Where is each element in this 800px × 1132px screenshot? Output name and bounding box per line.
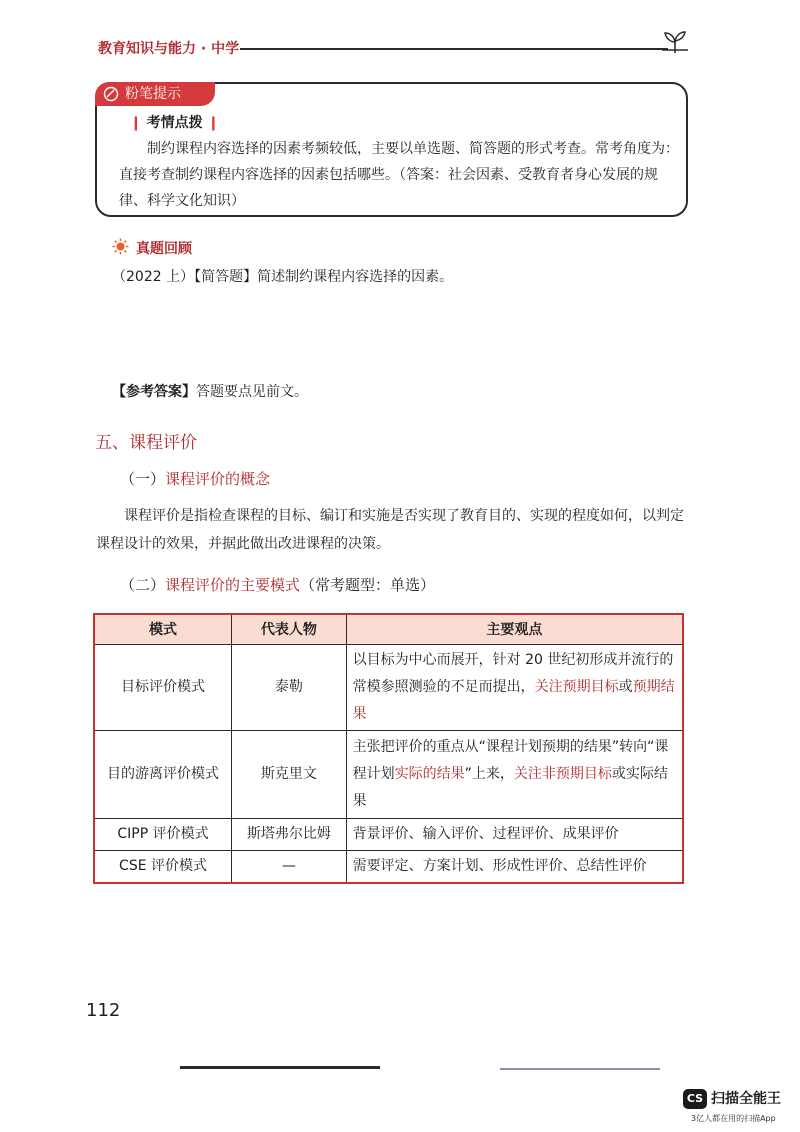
view-highlight: 预期结果 — [352, 678, 675, 722]
view-text: 背景评价、输入评价、过程评价、成果评价 — [352, 825, 619, 842]
scan-artifact — [500, 1068, 660, 1070]
subsection-2-text: 课程评价的主要模式 — [165, 576, 301, 594]
table-row — [94, 818, 683, 850]
concept-paragraph — [96, 502, 686, 558]
section-title: 五、课程评价 — [95, 433, 197, 453]
table-cell-mode: CSE 评价模式 — [94, 850, 232, 883]
table-cell-mode: 目的游离评价模式 — [94, 730, 232, 818]
sprout-icon — [662, 30, 688, 54]
reference-answer — [112, 381, 308, 401]
view-text: 或实际结果 — [352, 765, 668, 809]
view-text: 或 — [618, 678, 633, 695]
view-highlight: 实际的结果 — [394, 765, 465, 782]
view-text: ”上来， — [464, 765, 514, 782]
table-cell-person: 斯克里文 — [232, 730, 347, 818]
table-row — [94, 730, 683, 818]
table-header-cell: 模式 — [94, 614, 232, 644]
table-cell-view — [346, 850, 683, 883]
table-cell-view — [346, 644, 683, 730]
table-row — [94, 644, 683, 730]
table-header-row — [94, 614, 683, 644]
table-cell-mode: 目标评价模式 — [94, 644, 232, 730]
subsection-1-prefix: （一） — [120, 470, 166, 488]
tip-tab — [95, 82, 215, 106]
scanner-name: 扫描全能王 — [711, 1091, 781, 1107]
sun-icon — [112, 238, 129, 255]
page-number: 112 — [86, 1000, 121, 1021]
table-cell-mode: CIPP 评价模式 — [94, 818, 232, 850]
review-question: （2022 上）【简答题】简述制约课程内容选择的因素。 — [112, 269, 454, 285]
tip-subheading: ❙ 考情点拨 ❙ — [130, 115, 220, 131]
table-row — [94, 850, 683, 883]
reference-answer-label: 【参考答案】 — [112, 384, 196, 400]
subsection-1-title — [120, 468, 270, 489]
tip-box — [95, 82, 688, 217]
chalk-icon — [103, 86, 119, 102]
reference-answer-text: 答题要点见前文。 — [196, 384, 308, 400]
table-header-cell: 代表人物 — [232, 614, 347, 644]
tip-body-text: 制约课程内容选择的因素考频较低，主要以单选题、简答题的形式考查。常考角度为：直接考查制约课程内容选择的因素包括哪些。（答案：社会因素、受教育者身心发展的规律、科学文化知识） — [119, 141, 679, 209]
subsection-2-suffix: （常考题型：单选） — [300, 576, 436, 594]
view-text: 以目标为中心而展开，针对 20 世纪初形成并流行的常模参照测验的不足而提出， — [352, 651, 674, 695]
review-title: 真题回顾 — [136, 241, 192, 257]
view-text: 主张把评价的重点从“课程计划预期的结果”转向“课程计划 — [352, 738, 669, 782]
concept-text: 课程评价是指检查课程的目标、编订和实施是否实现了教育目的、实现的程度如何，以判定课程设计的效果，并据此做出改进课程的决策。 — [96, 508, 684, 552]
subsection-2-title — [120, 574, 435, 595]
table-cell-person: 斯塔弗尔比姆 — [232, 818, 347, 850]
table-cell-view — [346, 730, 683, 818]
scanner-badge: CS — [683, 1089, 707, 1109]
subsection-1-text: 课程评价的概念 — [165, 470, 271, 488]
scanner-watermark — [683, 1089, 800, 1129]
tip-tab-label: 粉笔提示 — [125, 86, 181, 102]
scan-artifact — [180, 1066, 380, 1069]
view-text: 需要评定、方案计划、形成性评价、总结性评价 — [352, 857, 647, 874]
view-highlight: 关注预期目标 — [534, 678, 619, 695]
subsection-2-prefix: （二） — [120, 576, 166, 594]
view-highlight: 关注非预期目标 — [513, 765, 612, 782]
table-header-cell: 主要观点 — [346, 614, 683, 644]
tip-subheading-text: 考情点拨 — [146, 115, 203, 131]
page-header — [98, 30, 688, 60]
tip-body — [119, 136, 679, 214]
table-cell-person: 泰勒 — [232, 644, 347, 730]
header-rule — [240, 48, 668, 50]
evaluation-models-table — [93, 613, 684, 884]
header-title: 教育知识与能力 · 中学 — [98, 41, 240, 57]
table-cell-person: — — [232, 850, 347, 883]
scanner-tagline: 3亿人都在用的扫描App — [691, 1114, 776, 1123]
table-cell-view — [346, 818, 683, 850]
